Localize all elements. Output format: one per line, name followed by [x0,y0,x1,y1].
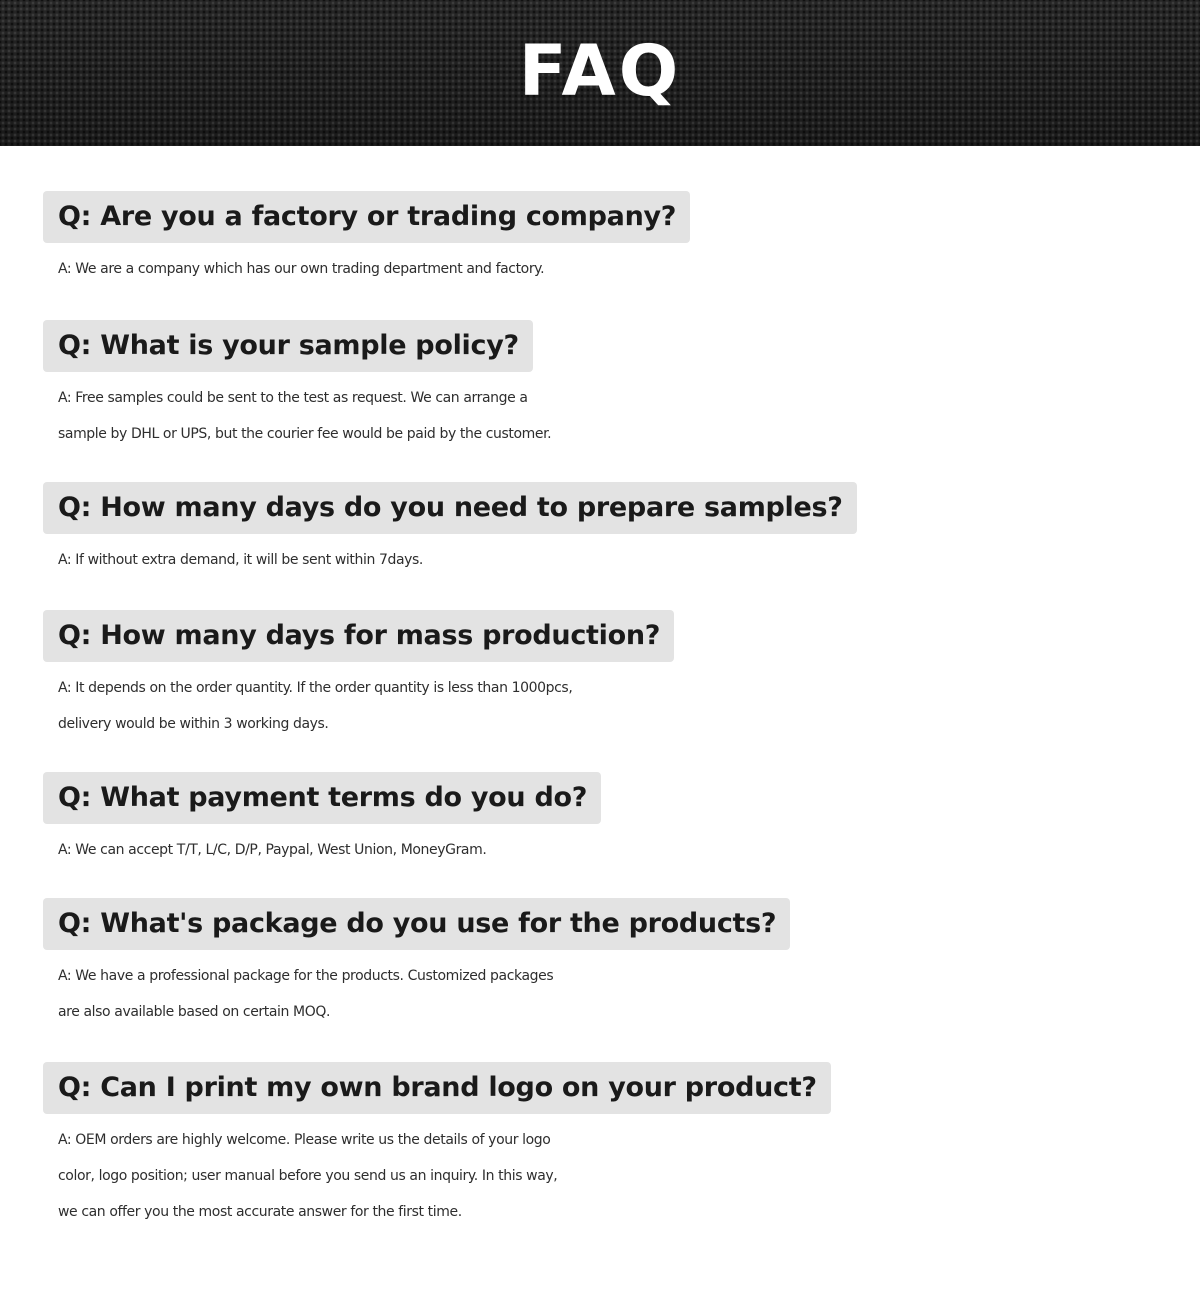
faq-item [43,482,1163,578]
faq-item [43,1062,1163,1230]
faq-answer-line: delivery would be within 3 working days. [58,716,329,732]
faq-answer-line: color, logo position; user manual before you send us an inquiry. In this way, [58,1168,558,1184]
faq-question: Q: How many days for mass production? [43,610,674,662]
faq-answer-line: A: If without extra demand, it will be sent within 7days. [58,552,423,568]
faq-answer-line: A: Free samples could be sent to the test as request. We can arrange a [58,390,528,406]
faq-item [43,191,1163,287]
faq-banner [0,0,1200,146]
faq-answer-line: A: We have a professional package for the products. Customized packages [58,968,554,984]
faq-item [43,610,1163,742]
page-title: FAQ [518,30,682,112]
faq-answer-line: A: It depends on the order quantity. If the order quantity is less than 1000pcs, [58,680,573,696]
faq-item [43,772,1163,868]
faq-answer [43,1122,1163,1230]
faq-answer [43,670,1163,742]
faq-question: Q: How many days do you need to prepare samples? [43,482,857,534]
faq-item [43,898,1163,1030]
faq-question: Q: Can I print my own brand logo on your product? [43,1062,831,1114]
faq-answer-line: are also available based on certain MOQ. [58,1004,331,1020]
faq-answer-line: A: We can accept T/T, L/C, D/P, Paypal, West Union, MoneyGram. [58,842,487,858]
faq-answer-line: A: OEM orders are highly welcome. Please write us the details of your logo [58,1132,551,1148]
faq-question: Q: What payment terms do you do? [43,772,601,824]
faq-question: Q: What is your sample policy? [43,320,533,372]
faq-question: Q: Are you a factory or trading company? [43,191,690,243]
faq-answer [43,251,1163,287]
faq-answer [43,380,1163,452]
faq-answer [43,958,1163,1030]
faq-answer-line: A: We are a company which has our own trading department and factory. [58,261,545,277]
faq-answer [43,542,1163,578]
faq-item [43,320,1163,452]
faq-question: Q: What's package do you use for the products? [43,898,790,950]
faq-answer-line: sample by DHL or UPS, but the courier fee would be paid by the customer. [58,426,552,442]
faq-answer-line: we can offer you the most accurate answer for the first time. [58,1204,462,1220]
faq-answer [43,832,1163,868]
